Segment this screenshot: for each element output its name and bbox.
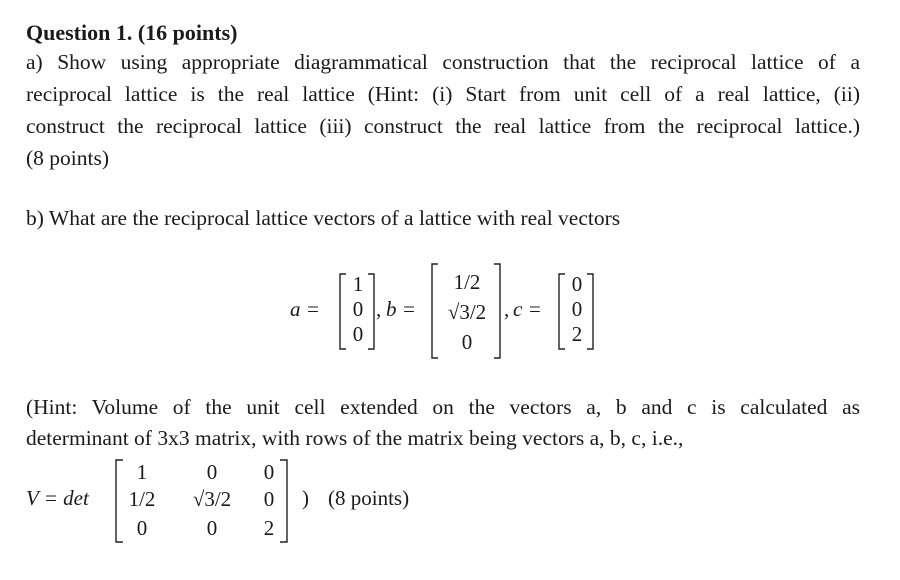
matrix-cell: 1 bbox=[136, 460, 148, 484]
vector-b-entry: 1/2 bbox=[453, 270, 481, 294]
part-a-line-2: reciprocal lattice is the real lattice (Hint: (i) Start from unit cell of a real lattice, (ii) bbox=[26, 82, 860, 106]
vector-b-label: b = bbox=[386, 297, 416, 321]
vector-c-entry: 0 bbox=[571, 297, 583, 321]
vector-c-entry: 2 bbox=[571, 322, 583, 346]
closing-paren: ) bbox=[302, 486, 309, 510]
matrix-cell: 0 bbox=[206, 460, 218, 484]
matrix-cell: 2 bbox=[263, 516, 275, 540]
hint-line-1: (Hint: Volume of the unit cell extended on the vectors a, b and c is calculated as bbox=[26, 395, 860, 419]
vector-a-entry: 0 bbox=[352, 322, 364, 346]
part-b-points: (8 points) bbox=[328, 486, 410, 510]
part-a-line-1: a) Show using appropriate diagrammatical construction that the reciprocal lattice of a bbox=[26, 50, 860, 74]
question-title: Question 1. (16 points) bbox=[26, 20, 238, 45]
matrix-cell: 0 bbox=[206, 516, 218, 540]
matrix-cell: 0 bbox=[263, 487, 275, 511]
vector-b-entry: 0 bbox=[461, 330, 473, 354]
vector-a-label: a = bbox=[290, 297, 320, 321]
vector-c-label: c = bbox=[513, 297, 542, 321]
matrix-cell: 1/2 bbox=[128, 487, 156, 511]
vector-c-entry: 0 bbox=[571, 272, 583, 296]
vector-a-entry: 0 bbox=[352, 297, 364, 321]
part-a-line-3: construct the reciprocal lattice (iii) construct the real lattice from the reciprocal lattice.) bbox=[26, 114, 860, 138]
vector-separator: , bbox=[504, 297, 510, 321]
matrix-cell: 0 bbox=[136, 516, 148, 540]
part-b-question: b) What are the reciprocal lattice vectors of a lattice with real vectors bbox=[26, 206, 621, 230]
part-a-points: (8 points) bbox=[26, 146, 110, 170]
determinant-label: V = det bbox=[26, 486, 89, 510]
vector-separator: , bbox=[376, 297, 382, 321]
matrix-cell: 0 bbox=[263, 460, 275, 484]
matrix-cell: √3/2 bbox=[192, 487, 232, 511]
vector-a-entry: 1 bbox=[352, 272, 364, 296]
hint-line-2: determinant of 3x3 matrix, with rows of the matrix being vectors a, b, c, i.e., bbox=[26, 426, 684, 450]
vector-b-entry: √3/2 bbox=[447, 300, 487, 324]
